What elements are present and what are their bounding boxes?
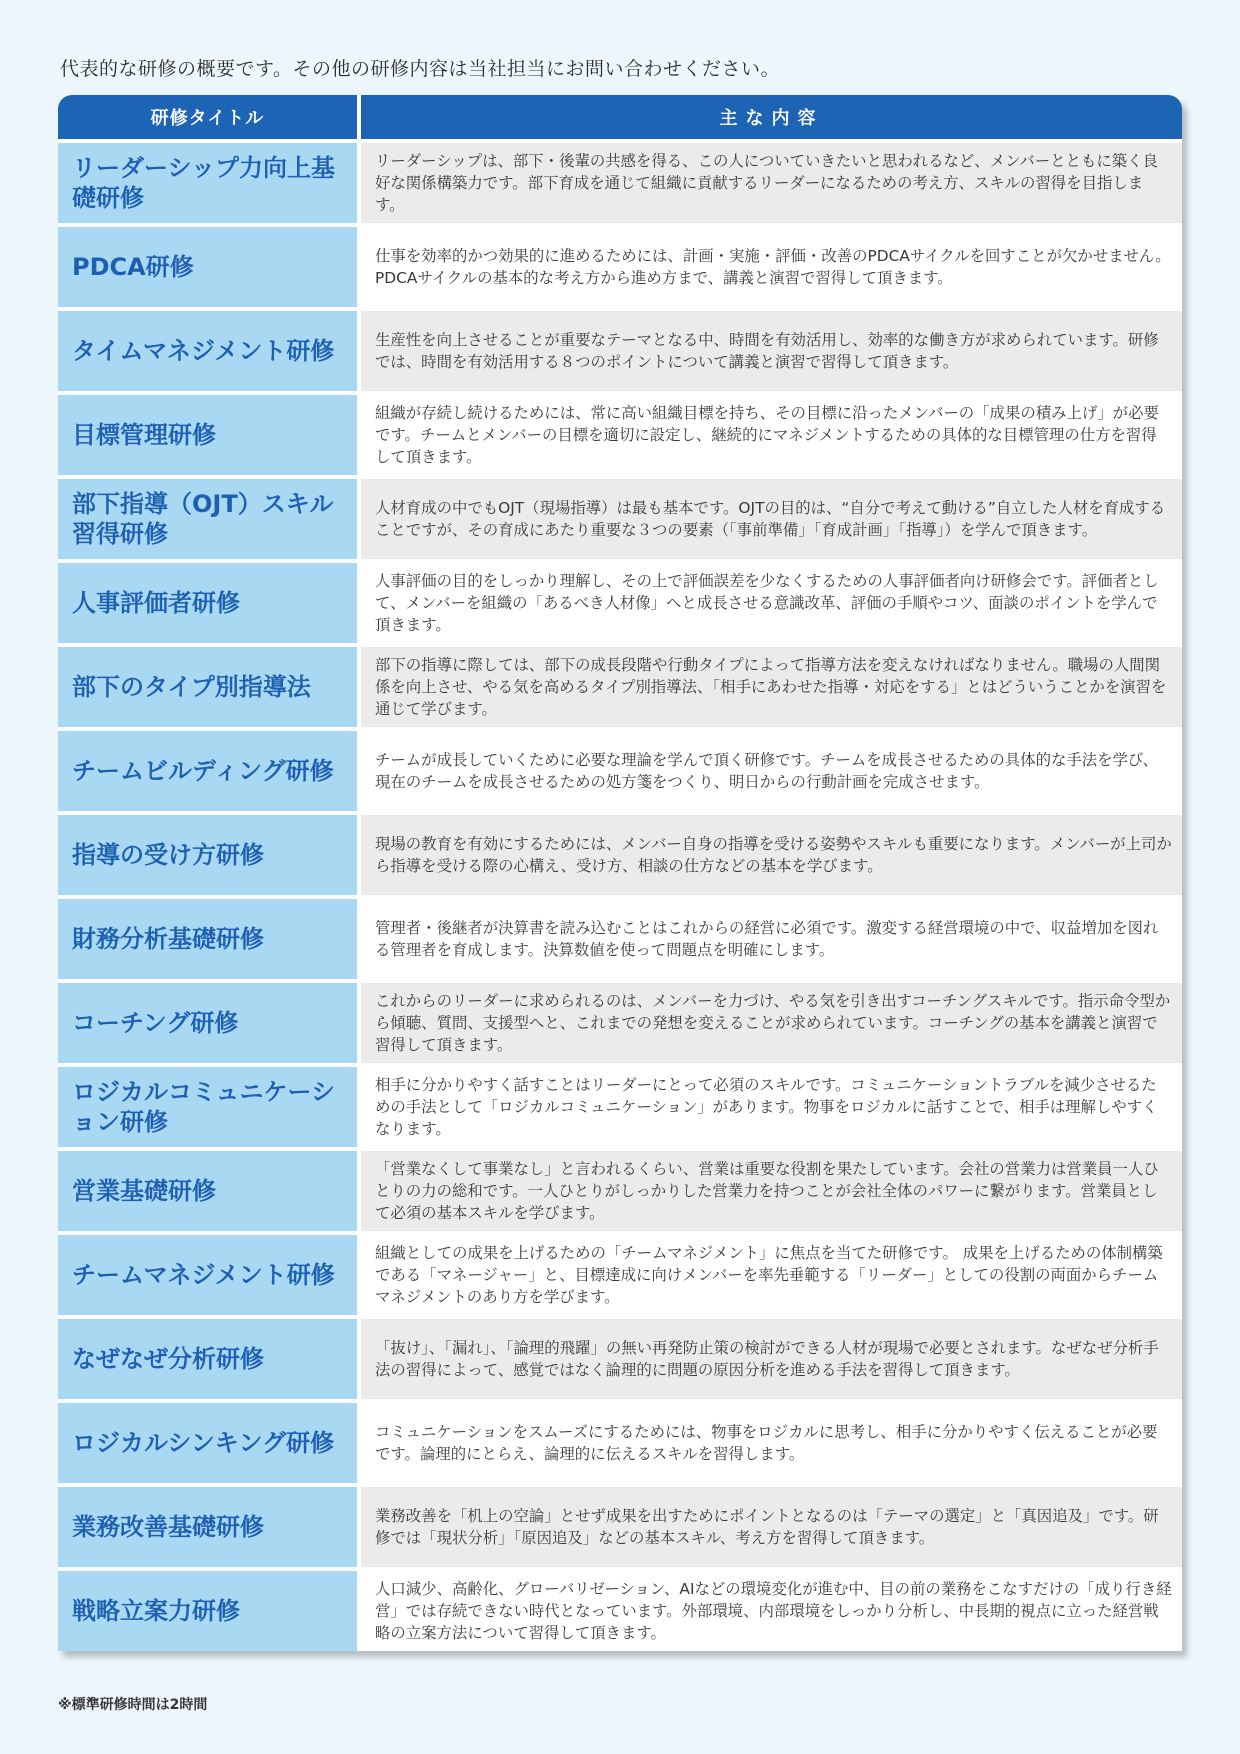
table-row	[58, 1315, 1182, 1399]
training-description: コミュニケーションをスムーズにするためには、物事をロジカルに思考し、相手に分かりやすく伝えることが必要です。論理的にとらえ、論理的に伝えるスキルを習得します。	[361, 1403, 1182, 1483]
footnote: ※標準研修時間は2時間	[58, 1697, 208, 1713]
training-description: 部下の指導に際しては、部下の成長段階や行動タイプによって指導方法を変えなければなりません。職場の人間関係を向上させ、やる気を高めるタイプ別指導法、「相手にあわせた指導・対応をする」とはどういうことかを演習を通じて学びます。	[361, 647, 1182, 727]
training-title: 指導の受け方研修	[58, 815, 357, 895]
training-title: リーダーシップ力向上基礎研修	[58, 143, 357, 223]
table-row	[58, 223, 1182, 307]
table-row	[58, 1483, 1182, 1567]
training-title: 営業基礎研修	[58, 1151, 357, 1231]
training-title: 戦略立案力研修	[58, 1571, 357, 1651]
training-title: チームビルディング研修	[58, 731, 357, 811]
table-row	[58, 727, 1182, 811]
table-row	[58, 1567, 1182, 1651]
training-description: 仕事を効率的かつ効果的に進めるためには、計画・実施・評価・改善のPDCAサイクルを回すことが欠かせません。PDCAサイクルの基本的な考え方から進め方まで、講義と演習で習得して頂きます。	[361, 227, 1182, 307]
table-row	[58, 811, 1182, 895]
training-title: 人事評価者研修	[58, 563, 357, 643]
table-row	[58, 979, 1182, 1063]
table-row	[58, 895, 1182, 979]
training-description: これからのリーダーに求められるのは、メンバーを力づけ、やる気を引き出すコーチングスキルです。指示命令型から傾聴、質問、支援型へと、これまでの発想を変えることが求められています。コーチングの基本を講義と演習で習得して頂きます。	[361, 983, 1182, 1063]
training-description: 人口減少、高齢化、グローバリゼーション、AIなどの環境変化が進む中、目の前の業務をこなすだけの「成り行き経営」では存続できない時代となっています。外部環境、内部環境をしっかり分析し、中長期的視点に立った経営戦略の立案方法について習得して頂きます。	[361, 1571, 1182, 1651]
training-title: なぜなぜ分析研修	[58, 1319, 357, 1399]
table-row	[58, 391, 1182, 475]
intro-text: 代表的な研修の概要です。その他の研修内容は当社担当にお問い合わせください。	[60, 58, 780, 80]
table-row	[58, 475, 1182, 559]
training-title: タイムマネジメント研修	[58, 311, 357, 391]
table-row	[58, 1231, 1182, 1315]
training-description: 現場の教育を有効にするためには、メンバー自身の指導を受ける姿勢やスキルも重要になります。メンバーが上司から指導を受ける際の心構え、受け方、相談の仕方などの基本を学びます。	[361, 815, 1182, 895]
table-row	[58, 1147, 1182, 1231]
training-title: 部下のタイプ別指導法	[58, 647, 357, 727]
training-description: チームが成長していくために必要な理論を学んで頂く研修です。チームを成長させるための具体的な手法を学び、現在のチームを成長させるための処方箋をつくり、明日からの行動計画を完成させます。	[361, 731, 1182, 811]
table-row	[58, 139, 1182, 223]
header-content: 主な内容	[361, 95, 1182, 139]
header-title: 研修タイトル	[58, 95, 357, 139]
training-title: コーチング研修	[58, 983, 357, 1063]
training-description: 組織としての成果を上げるための「チームマネジメント」に焦点を当てた研修です。 成果を上げるための体制構築である「マネージャー」と、目標達成に向けメンバーを率先垂範する「リーダー」としての役割の両面からチームマネジメントのあり方を学びます。	[361, 1235, 1182, 1315]
training-title: ロジカルシンキング研修	[58, 1403, 357, 1483]
training-description: 「抜け」、「漏れ」、「論理的飛躍」の無い再発防止策の検討ができる人材が現場で必要とされます。なぜなぜ分析手法の習得によって、感覚ではなく論理的に問題の原因分析を進める手法を習得して頂きます。	[361, 1319, 1182, 1399]
table-row	[58, 1399, 1182, 1483]
training-title: 部下指導（OJT）スキル習得研修	[58, 479, 357, 559]
training-title: 目標管理研修	[58, 395, 357, 475]
training-table	[58, 95, 1182, 1651]
training-title: ロジカルコミュニケーション研修	[58, 1067, 357, 1147]
training-title: PDCA研修	[58, 227, 357, 307]
table-row	[58, 643, 1182, 727]
table-row	[58, 1063, 1182, 1147]
training-description: リーダーシップは、部下・後輩の共感を得る、この人についていきたいと思われるなど、メンバーとともに築く良好な関係構築力です。部下育成を通じて組織に貢献するリーダーになるための考え方、スキルの習得を目指します。	[361, 143, 1182, 223]
training-description: 相手に分かりやすく話すことはリーダーにとって必須のスキルです。コミュニケーショントラブルを減少させるための手法として「ロジカルコミュニケーション」があります。物事をロジカルに話すことで、相手は理解しやすくなります。	[361, 1067, 1182, 1147]
table-row	[58, 559, 1182, 643]
training-description: 「営業なくして事業なし」と言われるくらい、営業は重要な役割を果たしています。会社の営業力は営業員一人ひとりの力の総和です。一人ひとりがしっかりした営業力を持つことが会社全体のパワーに繋がります。営業員として必須の基本スキルを学びます。	[361, 1151, 1182, 1231]
training-title: チームマネジメント研修	[58, 1235, 357, 1315]
training-description: 管理者・後継者が決算書を読み込むことはこれからの経営に必須です。激変する経営環境の中で、収益増加を図れる管理者を育成します。決算数値を使って問題点を明確にします。	[361, 899, 1182, 979]
table-header	[58, 95, 1182, 139]
training-description: 人材育成の中でもOJT（現場指導）は最も基本です。OJTの目的は、“自分で考えて動ける”自立した人材を育成することですが、その育成にあたり重要な３つの要素（「事前準備」「育成計画」「指導」）を学んで頂きます。	[361, 479, 1182, 559]
training-description: 業務改善を「机上の空論」とせず成果を出すためにポイントとなるのは「テーマの選定」と「真因追及」です。研修では「現状分析」「原因追及」などの基本スキル、考え方を習得して頂きます。	[361, 1487, 1182, 1567]
training-title: 財務分析基礎研修	[58, 899, 357, 979]
training-description: 生産性を向上させることが重要なテーマとなる中、時間を有効活用し、効率的な働き方が求められています。研修では、時間を有効活用する８つのポイントについて講義と演習で習得して頂きます。	[361, 311, 1182, 391]
training-description: 組織が存続し続けるためには、常に高い組織目標を持ち、その目標に沿ったメンバーの「成果の積み上げ」が必要です。チームとメンバーの目標を適切に設定し、継続的にマネジメントするための具体的な目標管理の仕方を習得して頂きます。	[361, 395, 1182, 475]
training-title: 業務改善基礎研修	[58, 1487, 357, 1567]
training-description: 人事評価の目的をしっかり理解し、その上で評価誤差を少なくするための人事評価者向け研修会です。評価者として、メンバーを組織の「あるべき人材像」へと成長させる意識改革、評価の手順やコツ、面談のポイントを学んで頂きます。	[361, 563, 1182, 643]
table-row	[58, 307, 1182, 391]
